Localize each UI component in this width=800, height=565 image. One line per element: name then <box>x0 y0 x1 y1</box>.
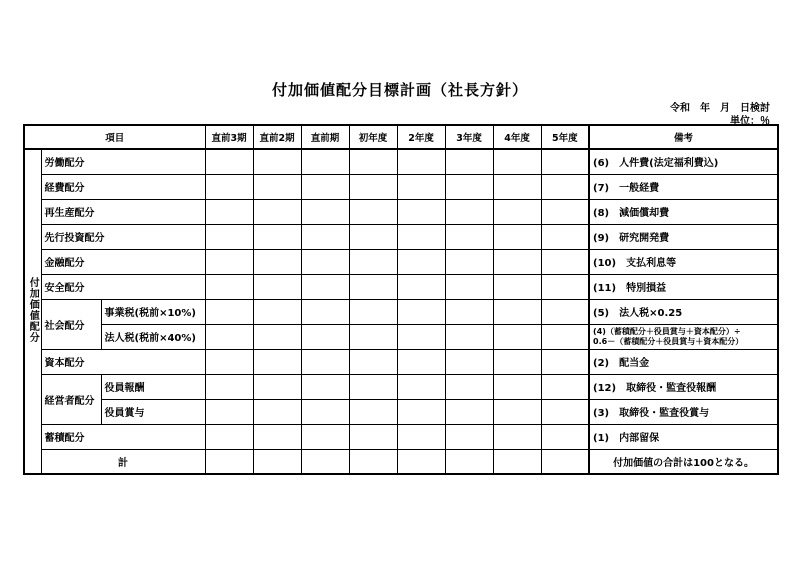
value-cell[interactable] <box>301 199 349 224</box>
row-note <box>589 324 778 349</box>
value-cell[interactable] <box>445 299 493 324</box>
value-cell[interactable] <box>205 374 253 399</box>
value-cell[interactable] <box>205 149 253 174</box>
value-cell[interactable] <box>301 299 349 324</box>
value-cell[interactable] <box>493 274 541 299</box>
value-cell[interactable] <box>397 424 445 449</box>
value-cell[interactable] <box>493 399 541 424</box>
header-period: 直前3期 <box>205 125 253 149</box>
value-cell[interactable] <box>445 424 493 449</box>
value-cell[interactable] <box>301 374 349 399</box>
value-cell[interactable] <box>349 199 397 224</box>
header-item: 項目 <box>24 125 205 149</box>
value-cell[interactable] <box>397 374 445 399</box>
value-cell[interactable] <box>253 449 301 474</box>
value-cell[interactable] <box>253 374 301 399</box>
value-cell[interactable] <box>397 249 445 274</box>
value-cell[interactable] <box>301 224 349 249</box>
value-cell[interactable] <box>205 224 253 249</box>
value-cell[interactable] <box>445 399 493 424</box>
vertical-category-label: 付加価値配分 <box>24 149 41 474</box>
row-label: 経費配分 <box>41 174 205 199</box>
row-note: (3) 取締役・監査役賞与 <box>589 399 778 424</box>
value-cell[interactable] <box>397 274 445 299</box>
value-cell[interactable] <box>349 399 397 424</box>
value-cell[interactable] <box>493 449 541 474</box>
row-note: (9) 研究開発費 <box>589 224 778 249</box>
value-cell[interactable] <box>301 149 349 174</box>
value-cell[interactable] <box>253 149 301 174</box>
value-cell[interactable] <box>541 324 589 349</box>
total-row <box>24 449 778 474</box>
value-cell[interactable] <box>301 174 349 199</box>
value-cell[interactable] <box>253 199 301 224</box>
sub-row-label: 事業税(税前×10%) <box>101 299 205 324</box>
row-note: (5) 法人税×0.25 <box>589 299 778 324</box>
value-cell[interactable] <box>253 274 301 299</box>
header-period: 3年度 <box>445 125 493 149</box>
value-cell[interactable] <box>541 424 589 449</box>
row-note: (8) 減価償却費 <box>589 199 778 224</box>
row-note: (6) 人件費(法定福利費込) <box>589 149 778 174</box>
value-cell[interactable] <box>493 249 541 274</box>
value-cell[interactable] <box>253 324 301 349</box>
value-cell[interactable] <box>445 324 493 349</box>
value-cell[interactable] <box>205 174 253 199</box>
value-cell[interactable] <box>349 149 397 174</box>
value-cell[interactable] <box>349 299 397 324</box>
header-period: 初年度 <box>349 125 397 149</box>
value-cell[interactable] <box>349 324 397 349</box>
value-cell[interactable] <box>445 249 493 274</box>
total-note: 付加価値の合計は100となる。 <box>589 449 778 474</box>
value-cell[interactable] <box>445 149 493 174</box>
value-cell[interactable] <box>301 399 349 424</box>
table-row <box>24 199 778 224</box>
table-row <box>24 324 778 349</box>
sub-row-label: 役員賞与 <box>101 399 205 424</box>
value-cell[interactable] <box>301 274 349 299</box>
document-title: 付加価値配分目標計画（社長方針） <box>271 81 528 99</box>
value-cell[interactable] <box>493 149 541 174</box>
value-cell[interactable] <box>397 449 445 474</box>
value-cell[interactable] <box>205 399 253 424</box>
group-label-management: 経営者配分 <box>41 374 101 424</box>
value-cell[interactable] <box>445 174 493 199</box>
value-cell[interactable] <box>301 349 349 374</box>
value-cell[interactable] <box>349 374 397 399</box>
value-cell[interactable] <box>397 174 445 199</box>
value-cell[interactable] <box>205 449 253 474</box>
value-cell[interactable] <box>397 299 445 324</box>
value-cell[interactable] <box>541 149 589 174</box>
value-added-allocation-table <box>23 124 779 475</box>
value-cell[interactable] <box>493 424 541 449</box>
value-cell[interactable] <box>493 349 541 374</box>
value-cell[interactable] <box>253 299 301 324</box>
value-cell[interactable] <box>445 349 493 374</box>
row-note: (1) 内部留保 <box>589 424 778 449</box>
value-cell[interactable] <box>397 349 445 374</box>
value-cell[interactable] <box>445 224 493 249</box>
value-cell[interactable] <box>493 199 541 224</box>
value-cell[interactable] <box>493 324 541 349</box>
value-cell[interactable] <box>493 224 541 249</box>
value-cell[interactable] <box>253 249 301 274</box>
value-cell[interactable] <box>541 374 589 399</box>
value-cell[interactable] <box>445 199 493 224</box>
table-row <box>24 299 778 324</box>
header-period: 4年度 <box>493 125 541 149</box>
table-row <box>24 174 778 199</box>
value-cell[interactable] <box>301 249 349 274</box>
table-row <box>24 249 778 274</box>
value-cell[interactable] <box>541 249 589 274</box>
value-cell[interactable] <box>253 174 301 199</box>
value-cell[interactable] <box>349 424 397 449</box>
header-period: 5年度 <box>541 125 589 149</box>
row-note: (2) 配当金 <box>589 349 778 374</box>
value-cell[interactable] <box>301 324 349 349</box>
note-line: (4)（蓄積配分＋役員賞与＋資本配分）÷ <box>593 327 741 336</box>
unit-label: 単位：％ <box>730 116 770 127</box>
table-row <box>24 224 778 249</box>
header-row <box>24 125 778 149</box>
value-cell[interactable] <box>541 399 589 424</box>
value-cell[interactable] <box>205 349 253 374</box>
value-cell[interactable] <box>397 224 445 249</box>
value-cell[interactable] <box>349 274 397 299</box>
value-cell[interactable] <box>397 399 445 424</box>
row-note: (12) 取締役・監査役報酬 <box>589 374 778 399</box>
value-cell[interactable] <box>397 324 445 349</box>
value-cell[interactable] <box>205 424 253 449</box>
note-line: 0.6－（蓄積配分＋役員賞与＋資本配分） <box>593 337 744 346</box>
value-cell[interactable] <box>541 274 589 299</box>
table-row <box>24 424 778 449</box>
row-label: 先行投資配分 <box>41 224 205 249</box>
header-note: 備考 <box>589 125 778 149</box>
row-note: (7) 一般経費 <box>589 174 778 199</box>
value-cell[interactable] <box>349 349 397 374</box>
row-label: 安全配分 <box>41 274 205 299</box>
value-cell[interactable] <box>493 174 541 199</box>
header-period: 2年度 <box>397 125 445 149</box>
value-cell[interactable] <box>205 199 253 224</box>
value-cell[interactable] <box>301 424 349 449</box>
row-label: 労働配分 <box>41 149 205 174</box>
value-cell[interactable] <box>541 349 589 374</box>
value-cell[interactable] <box>541 449 589 474</box>
row-label: 蓄積配分 <box>41 424 205 449</box>
value-cell[interactable] <box>253 424 301 449</box>
row-note: (10) 支払利息等 <box>589 249 778 274</box>
header-period: 直前期 <box>301 125 349 149</box>
table-row <box>24 274 778 299</box>
value-cell[interactable] <box>541 224 589 249</box>
value-cell[interactable] <box>301 449 349 474</box>
value-cell[interactable] <box>205 249 253 274</box>
total-label: 計 <box>41 449 205 474</box>
value-cell[interactable] <box>445 374 493 399</box>
value-cell[interactable] <box>493 299 541 324</box>
value-cell[interactable] <box>445 274 493 299</box>
value-cell[interactable] <box>541 174 589 199</box>
value-cell[interactable] <box>253 399 301 424</box>
value-cell[interactable] <box>205 299 253 324</box>
group-label-social: 社会配分 <box>41 299 101 349</box>
value-cell[interactable] <box>541 299 589 324</box>
row-label: 資本配分 <box>41 349 205 374</box>
table-row <box>24 399 778 424</box>
row-note: (11) 特別損益 <box>589 274 778 299</box>
value-cell[interactable] <box>349 449 397 474</box>
value-cell[interactable] <box>349 224 397 249</box>
value-cell[interactable] <box>397 199 445 224</box>
table-row <box>24 349 778 374</box>
value-cell[interactable] <box>493 374 541 399</box>
table-row <box>24 374 778 399</box>
value-cell[interactable] <box>349 249 397 274</box>
value-cell[interactable] <box>541 199 589 224</box>
sub-row-label: 役員報酬 <box>101 374 205 399</box>
header-period: 直前2期 <box>253 125 301 149</box>
row-label: 再生産配分 <box>41 199 205 224</box>
value-cell[interactable] <box>253 349 301 374</box>
table-row <box>24 149 778 174</box>
value-cell[interactable] <box>253 224 301 249</box>
value-cell[interactable] <box>349 174 397 199</box>
value-cell[interactable] <box>205 324 253 349</box>
value-cell[interactable] <box>445 449 493 474</box>
date-line: 令和 年 月 日検討 <box>670 103 770 114</box>
row-label: 金融配分 <box>41 249 205 274</box>
sub-row-label: 法人税(税前×40%) <box>101 324 205 349</box>
value-cell[interactable] <box>397 149 445 174</box>
value-cell[interactable] <box>205 274 253 299</box>
